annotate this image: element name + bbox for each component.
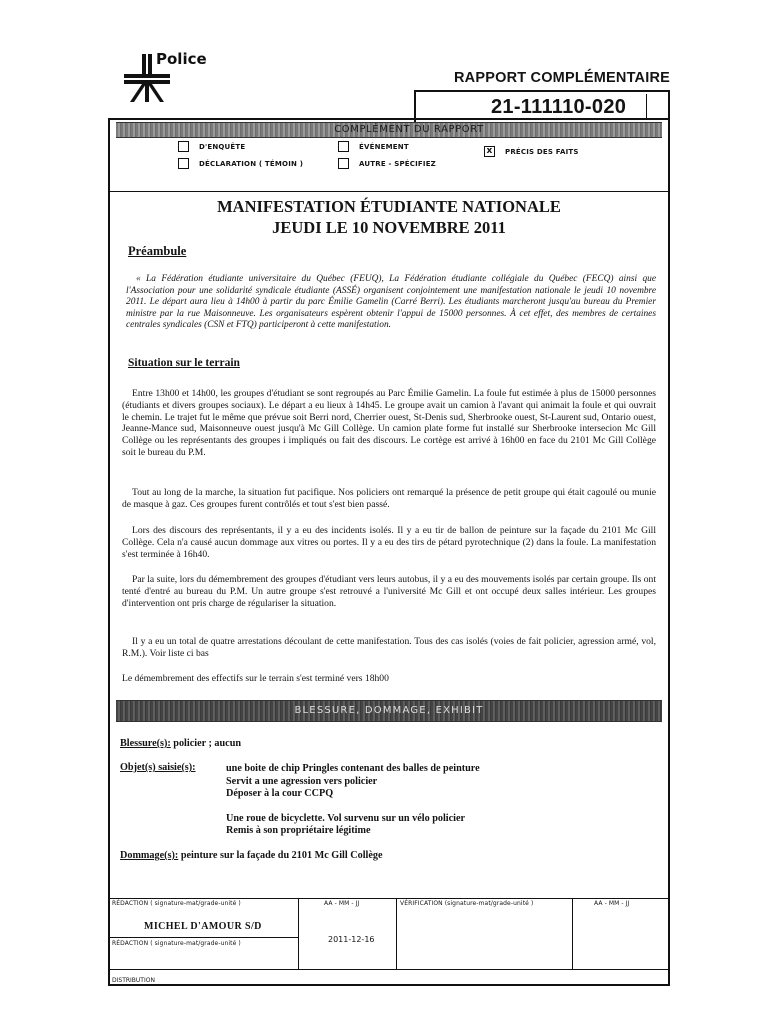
grid-line [110,937,298,938]
grid-line [298,899,299,970]
checkbox-box[interactable] [338,141,349,152]
date-label: AA - MM - JJ [594,900,630,907]
redactor-name: MICHEL D'AMOUR S/D [144,921,262,932]
file-number: 21-111110-020 [491,96,627,118]
checkbox-label: ÉVÉNEMENT [359,142,409,151]
top-band [116,122,662,138]
signature-grid [110,898,668,984]
top-band-title: COMPLÉMENT DU RAPPORT [334,124,484,135]
object-line: une boite de chip Pringles contenant des balles de peinture [226,763,480,774]
distribution-label: DISTRIBUTION [112,977,155,984]
grid-line [110,969,668,970]
injury-damage-band [116,700,662,722]
redaction-label-2: RÉDACTION ( signature-mat/grade-unité ) [112,940,241,947]
situation-paragraph: Par la suite, lors du démembrement des groupes d'étudiant vers leurs autobus, il y a eu des mouvements isolés par certain groupe. Ils ont tenté d'entré au bureau du P.M. Un autre groupe s'est retrouvé a l'université Mc Gill et ont occupé deux salles intérieur. Les groupes d'intervention ont pris charge de régulariser la situation. [122,574,656,609]
checkbox-label: DÉCLARATION ( TÉMOIN ) [199,159,304,168]
injury-damage-band-title: BLESSURE, DOMMAGE, EXHIBIT [294,705,484,716]
damage-value: peinture sur la façade du 2101 Mc Gill Collège [180,850,383,861]
damage-label: Dommage(s): [120,850,179,861]
situation-paragraph: Tout au long de la marche, la situation fut pacifique. Nos policiers ont remarqué la présence de petit groupe qui était cagoulé ou munie de masque à gaz. Ces groupes furent contrôlés et tout s'est bien passé. [122,487,656,510]
report-type-checkboxes [110,140,668,190]
situation-paragraph: Le démembrement des effectifs sur le terrain s'est terminé vers 18h00 [122,673,389,684]
checkbox-label: AUTRE - SPÉCIFIEZ [359,159,436,168]
checkbox-label: PRÉCIS DES FAITS [505,147,579,156]
objects-label: Objet(s) saisie(s): [120,762,196,773]
object-line: Servit a une agression vers policier [226,775,378,787]
checkbox-evenement[interactable] [338,141,409,152]
injuries-label: Blessure(s): [120,738,171,749]
checkbox-box[interactable] [178,141,189,152]
object-line: Déposer à la cour CCPQ [226,788,334,799]
situation-paragraph: Entre 13h00 et 14h00, les groupes d'étudiant se sont regroupés au Parc Émilie Gamelin. La foule fut estimée à plus de 15000 personnes (étudiants et divers groupes sociaux). Le départ a eu lieux à 14h45. Le groupe avait un camion à l'avant qui animait la foule et qui ouvrait le chemin. Le trajet fut le même que prévue soit Berri nord, Cherrier ouest, St-Denis sud, Sherbrooke ouest, St-Laurent sud, Ontario ouest, Jeanne-Mance sud, Maisonneuve ouest jusqu'à Mc Gill Collège. Un camion plate forme fut installé sur Sherbrooke intersecion Mc Gill Collège ou les représentants des groupes i impliqués ou fait des discours. Le cortège est arrivé à 16h00 en face du 2101 Mc Gill Collège soit le bureau du P.M. [122,388,656,458]
title-line-2: JEUDI LE 10 NOVEMBRE 2011 [272,218,506,237]
checkbox-box[interactable] [178,158,189,169]
checkbox-enquete[interactable] [178,141,245,152]
grid-line [396,899,397,970]
logo-text: Police [156,50,207,68]
redaction-date: 2011-12-16 [328,935,375,944]
report-type-title: RAPPORT COMPLÉMENTAIRE [454,70,670,86]
damage-row [120,850,383,863]
checkbox-label: D'ENQUÊTE [199,142,246,151]
objects-list [226,763,480,838]
preamble-heading: Préambule [128,244,187,258]
document-title [110,196,668,238]
grid-line [572,899,573,970]
injuries-row [120,738,241,751]
checkbox-box-checked[interactable]: x [484,146,495,157]
checkbox-box[interactable] [338,158,349,169]
checkbox-declaration[interactable] [178,158,303,169]
preamble-text: « La Fédération étudiante universitaire du Québec (FEUQ), La Fédération étudiante collégiale du Québec (FECQ) ainsi que l'Association pour une solidarité syndicale étudiante (ASSÉ) organisent conjointement une manifestation nationale le jeudi 10 novembre 2011. Le départ aura lieu à 14h00 à partir du parc Émilie Gamelin (Carré Berri). Les étudiants marcheront jusqu'au bureau du Premier ministre par la rue Maisonneuve. Les organisateurs espèrent obtenir l'appui de 15000 personnes. À cet effet, des membres de certaines centrales syndicales (CSN et FTQ) participeront à cette manifestation. [126,274,656,331]
object-line [226,801,480,813]
date-label: AA - MM - JJ [324,900,360,907]
object-line: Une roue de bicyclette. Vol survenu sur un vélo policier [226,812,466,824]
divider [110,191,668,192]
redaction-label: RÉDACTION ( signature-mat/grade-unité ) [112,900,241,907]
file-box-divider [646,94,650,120]
situation-heading: Situation sur le terrain [128,357,240,369]
situation-paragraph: Lors des discours des représentants, il y a eu des incidents isolés. Il y a eu tir de ballon de peinture sur la façade du 2101 Mc Gill Collège. Cela n'a causé aucun dommage aux vitres ou portes. Il y a eu des tirs de pétard pyrotechnique (2) dans la foule. La manifestation s'est terminée à 16h40. [122,525,656,560]
police-logo [122,48,222,106]
title-line-1: MANIFESTATION ÉTUDIANTE NATIONALE [217,197,561,216]
verification-label: VÉRIFICATION (signature-mat/grade-unité ) [400,900,534,907]
situation-paragraph: Il y a eu un total de quatre arrestations découlant de cette manifestation. Tous des cas isolés (voies de fait policier, agression armé, vol, R.M.). Voir liste ci bas [122,636,656,659]
report-form [108,118,670,986]
injuries-value: policier ; aucun [173,738,242,749]
object-line: Remis à son propriétaire légitime [226,825,371,836]
checkbox-precis-des-faits[interactable] [484,146,579,157]
checkbox-autre[interactable] [338,158,436,169]
